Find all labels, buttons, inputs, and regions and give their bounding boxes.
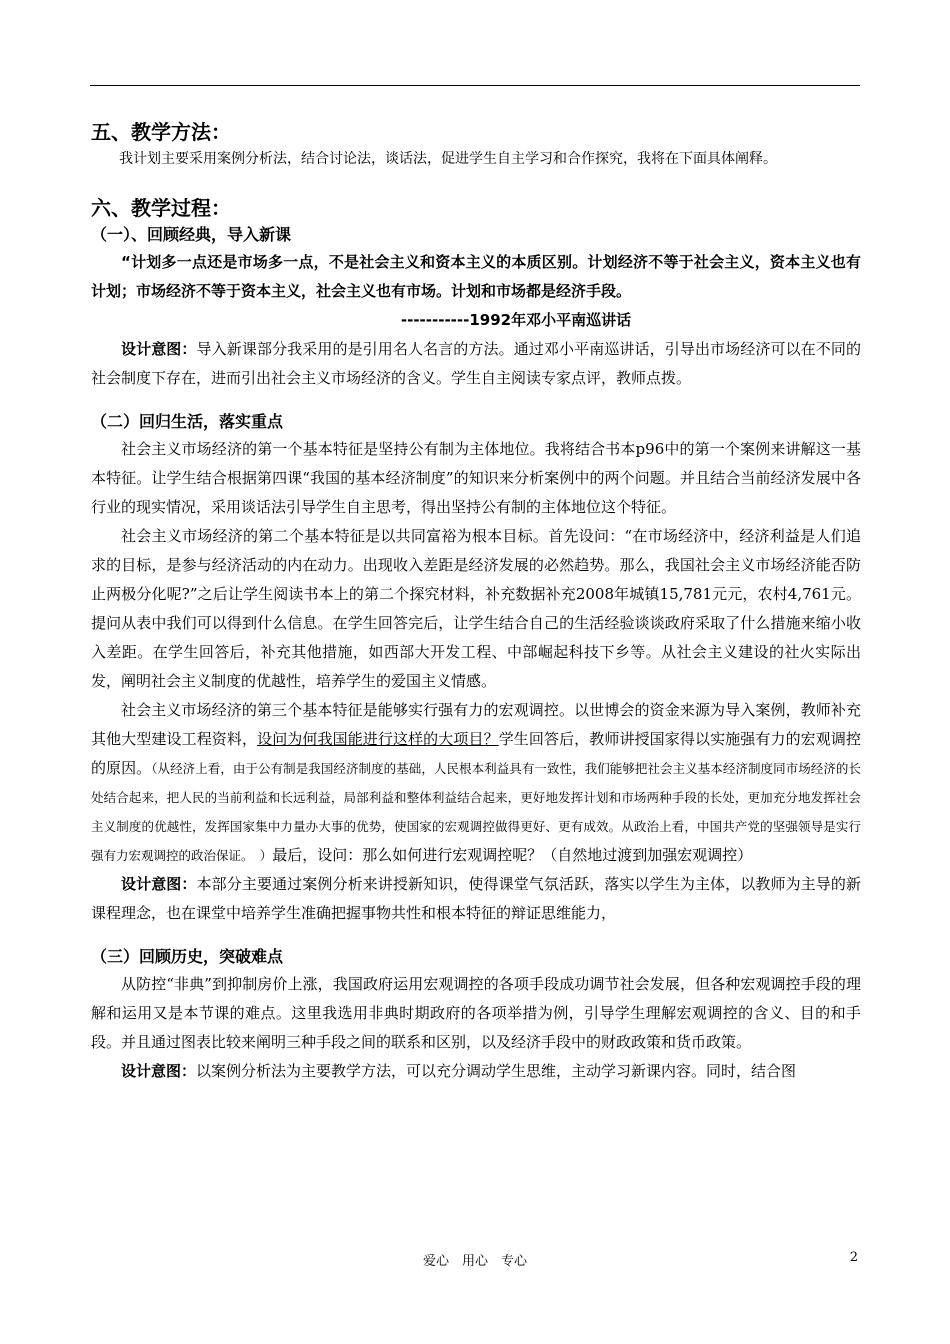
part2-paragraph-2: 社会主义市场经济的第二个基本特征是以共同富裕为根本目标。首先设问：“在市场经济中，经济利益是人们追求的目标，是参与经济活动的内在动力。出现收入差距是经济发展的必然趋势。那么，我国社会主义市场经济能否防止两极分化呢?”之后让学生阅读书本上的第二个探究材料，补充数据补充2008年城镇15,781元元，农村4,761元。提问从表中我们可以得到什么信息。在学生回答完后，让学生结合自己的生活经验谈谈政府采取了什么措施来缩小收入差距。在学生回答后，补充其他措施，如西部大开发工程、中部崛起科技下乡等。从社会主义建设的社火实际出发，阐明社会主义制度的优越性，培养学生的爱国主义情感。 xyxy=(91,527,861,690)
part2-heading: （二）回归生活，落实重点 xyxy=(91,412,284,431)
header-rule xyxy=(90,85,860,86)
part3-intent xyxy=(91,1057,861,1086)
section6-heading: 六、教学过程： xyxy=(91,196,231,220)
para3-text-a: 社会主义市场经济的第三个基本特征是能够实行强有力的宏观调控。以世博会的资金来源为导入案例，教师补充其他大型建设工程资料， xyxy=(91,701,861,748)
para3-text-b: 学生回答后，教师讲授国家得以实施强有力的宏观调控的原因。 xyxy=(91,730,861,777)
footer-motto: 爱心 用心 专心 xyxy=(422,1254,527,1269)
part2-intent xyxy=(91,870,861,928)
intent-text: 以案例分析法为主要教学方法，可以充分调动学生思维，主动学习新课内容。同时，结合图 xyxy=(196,1062,797,1080)
part2-paragraph-1: 社会主义市场经济的第一个基本特征是坚持公有制为主体地位。我将结合书本p96中的第一个案例来讲解这一基本特征。让学生结合根据第四课“我国的基本经济制度”的知识来分析案例中的两个问题。并且结合当前经济发展中各行业的现实情况，采用谈话法引导学生自主思考，得出坚持公有制的主体地位这个特征。 xyxy=(91,440,861,516)
deng-quote: “计划多一点还是市场多一点，不是社会主义和资本主义的本质区别。计划经济不等于社会主义，资本主义也有计划；市场经济不等于资本主义，社会主义也有市场。计划和市场都是经济手段。 xyxy=(91,253,861,300)
part2-paragraph-3 xyxy=(91,696,861,870)
page-footer xyxy=(0,1250,950,1272)
para3-underlined-question: 设问为何我国能进行这样的大项目？ xyxy=(257,730,499,748)
part1-heading: （一）、回顾经典，导入新课 xyxy=(91,225,292,244)
intent-text: 导入新课部分我采用的是引用名人名言的方法。通过邓小平南巡讲话，引导出市场经济可以在不同的社会制度下存在，进而引出社会主义市场经济的含义。学生自主阅读专家点评，教师点拨。 xyxy=(91,340,861,387)
page-number: 2 xyxy=(849,1250,858,1265)
intent-label: 设计意图： xyxy=(121,1062,197,1080)
intent-text: 本部分主要通过案例分析来讲授新知识，使得课堂气氛活跃，落实以学生为主体，以教师为主导的新课程理念，也在课堂中培养学生准确把握事物共性和根本特征的辩证思维能力， xyxy=(91,875,861,922)
section5-text: 我计划主要采用案例分析法，结合讨论法，谈话法，促进学生自主学习和合作探究，我将在下面具体阐释。 xyxy=(119,151,777,167)
para3-note: （从经济上看，由于公有制是我国经济制度的基础，人民根本利益具有一致性，我们能够把社会主义基本经济制度同市场经济的长处结合起来，把人民的当前利益和长远利益，局部利益和整体利益结合起来，更好地发挥计划和市场两种手段的长处，更加充分地发挥社会主义制度的优越性，发挥国家集中力量办大事的优势，使国家的宏观调控做得更好、更有成效。从政治上看，中国共产党的坚强领导是实行强有力宏观调控的政治保证。 ） xyxy=(91,761,861,863)
part1-intent xyxy=(91,335,861,393)
intent-label: 设计意图： xyxy=(121,875,197,893)
page-content xyxy=(91,118,861,1086)
quote-source: -----------1992年邓小平南巡讲话 xyxy=(400,311,632,329)
part3-paragraph-1: 从防控“非典”到抑制房价上涨，我国政府运用宏观调控的各项手段成功调节社会发展，但各种宏观调控手段的理解和运用又是本节课的难点。这里我选用非典时期政府的各项举措为例，引导学生理解宏观调控的含义、目的和手段。并且通过图表比较来阐明三种手段之间的联系和区别，以及经济手段中的财政政策和货币政策。 xyxy=(91,975,861,1051)
section5-heading: 五、教学方法： xyxy=(91,120,231,144)
para3-text-c: 最后，设问：那么如何进行宏观调控呢？（自然地过渡到加强宏观调控） xyxy=(272,846,753,864)
intent-label: 设计意图： xyxy=(121,340,197,358)
part3-heading: （三）回顾历史，突破难点 xyxy=(91,947,284,966)
